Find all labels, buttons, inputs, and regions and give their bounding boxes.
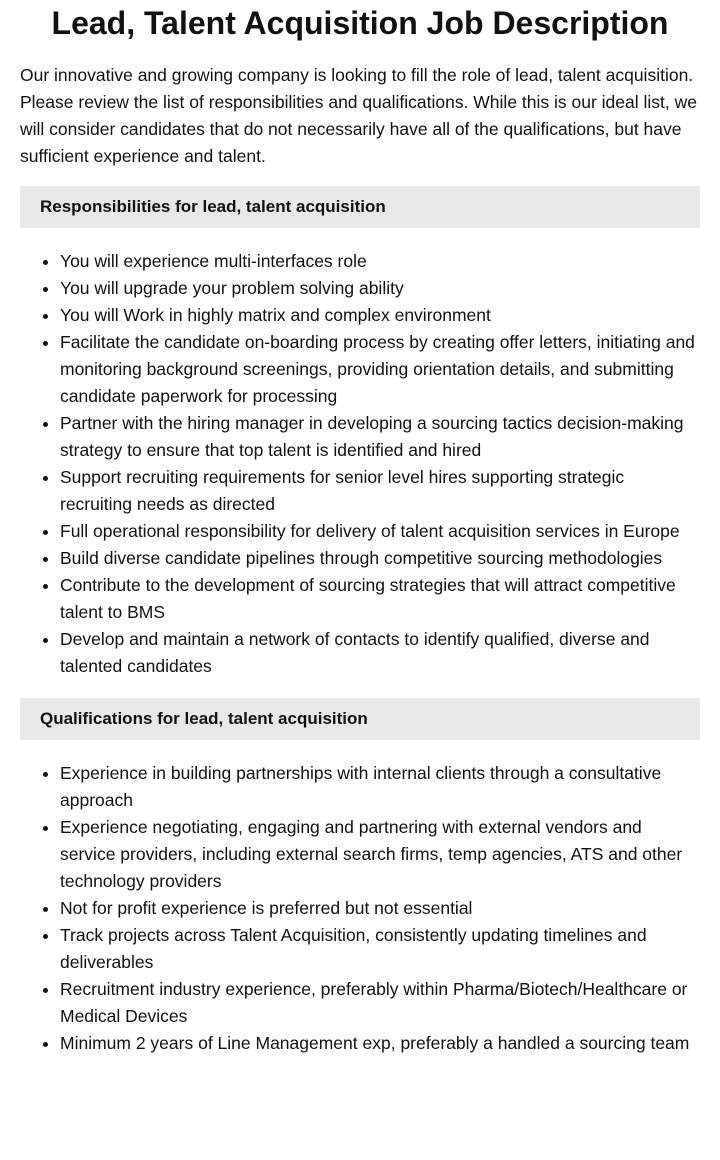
qualifications-heading: Qualifications for lead, talent acquisition xyxy=(20,698,700,740)
list-item: • You will upgrade your problem solving ability xyxy=(60,275,700,302)
list-item: • Recruitment industry experience, preferably within Pharma/Biotech/Healthcare or Medical Devices xyxy=(60,976,700,1030)
list-item: • Contribute to the development of sourcing strategies that will attract competitive talent to BMS xyxy=(60,572,700,626)
list-item: • Experience negotiating, engaging and partnering with external vendors and service providers, including external search firms, temp agencies, ATS and other technology providers xyxy=(60,814,700,895)
list-item: • Build diverse candidate pipelines through competitive sourcing methodologies xyxy=(60,545,700,572)
responsibilities-list xyxy=(20,248,700,680)
list-item: • You will experience multi-interfaces role xyxy=(60,248,700,275)
list-item: • Minimum 2 years of Line Management exp, preferably a handled a sourcing team xyxy=(60,1030,700,1057)
intro-paragraph: Our innovative and growing company is looking to fill the role of lead, talent acquisition. Please review the list of responsibilities and qualifications. While this is our ideal list, we will consider candidates that do not necessarily have all of the qualifications, but have sufficient experience and talent. xyxy=(20,65,697,166)
list-item: • Track projects across Talent Acquisition, consistently updating timelines and deliverables xyxy=(60,922,700,976)
list-item: • You will Work in highly matrix and complex environment xyxy=(60,302,700,329)
list-item: • Partner with the hiring manager in developing a sourcing tactics decision-making strategy to ensure that top talent is identified and hired xyxy=(60,410,700,464)
list-item: • Facilitate the candidate on-boarding process by creating offer letters, initiating and monitoring background screenings, providing orientation details, and submitting candidate paperwork for processing xyxy=(60,329,700,410)
list-item: • Support recruiting requirements for senior level hires supporting strategic recruiting needs as directed xyxy=(60,464,700,518)
list-item: • Develop and maintain a network of contacts to identify qualified, diverse and talented candidates xyxy=(60,626,700,680)
list-item: • Not for profit experience is preferred but not essential xyxy=(60,895,700,922)
list-item: • Full operational responsibility for delivery of talent acquisition services in Europe xyxy=(60,518,700,545)
responsibilities-heading: Responsibilities for lead, talent acquisition xyxy=(20,186,700,228)
qualifications-list xyxy=(20,760,700,1057)
list-item: • Experience in building partnerships with internal clients through a consultative approach xyxy=(60,760,700,814)
page-title: Lead, Talent Acquisition Job Description xyxy=(51,5,669,41)
